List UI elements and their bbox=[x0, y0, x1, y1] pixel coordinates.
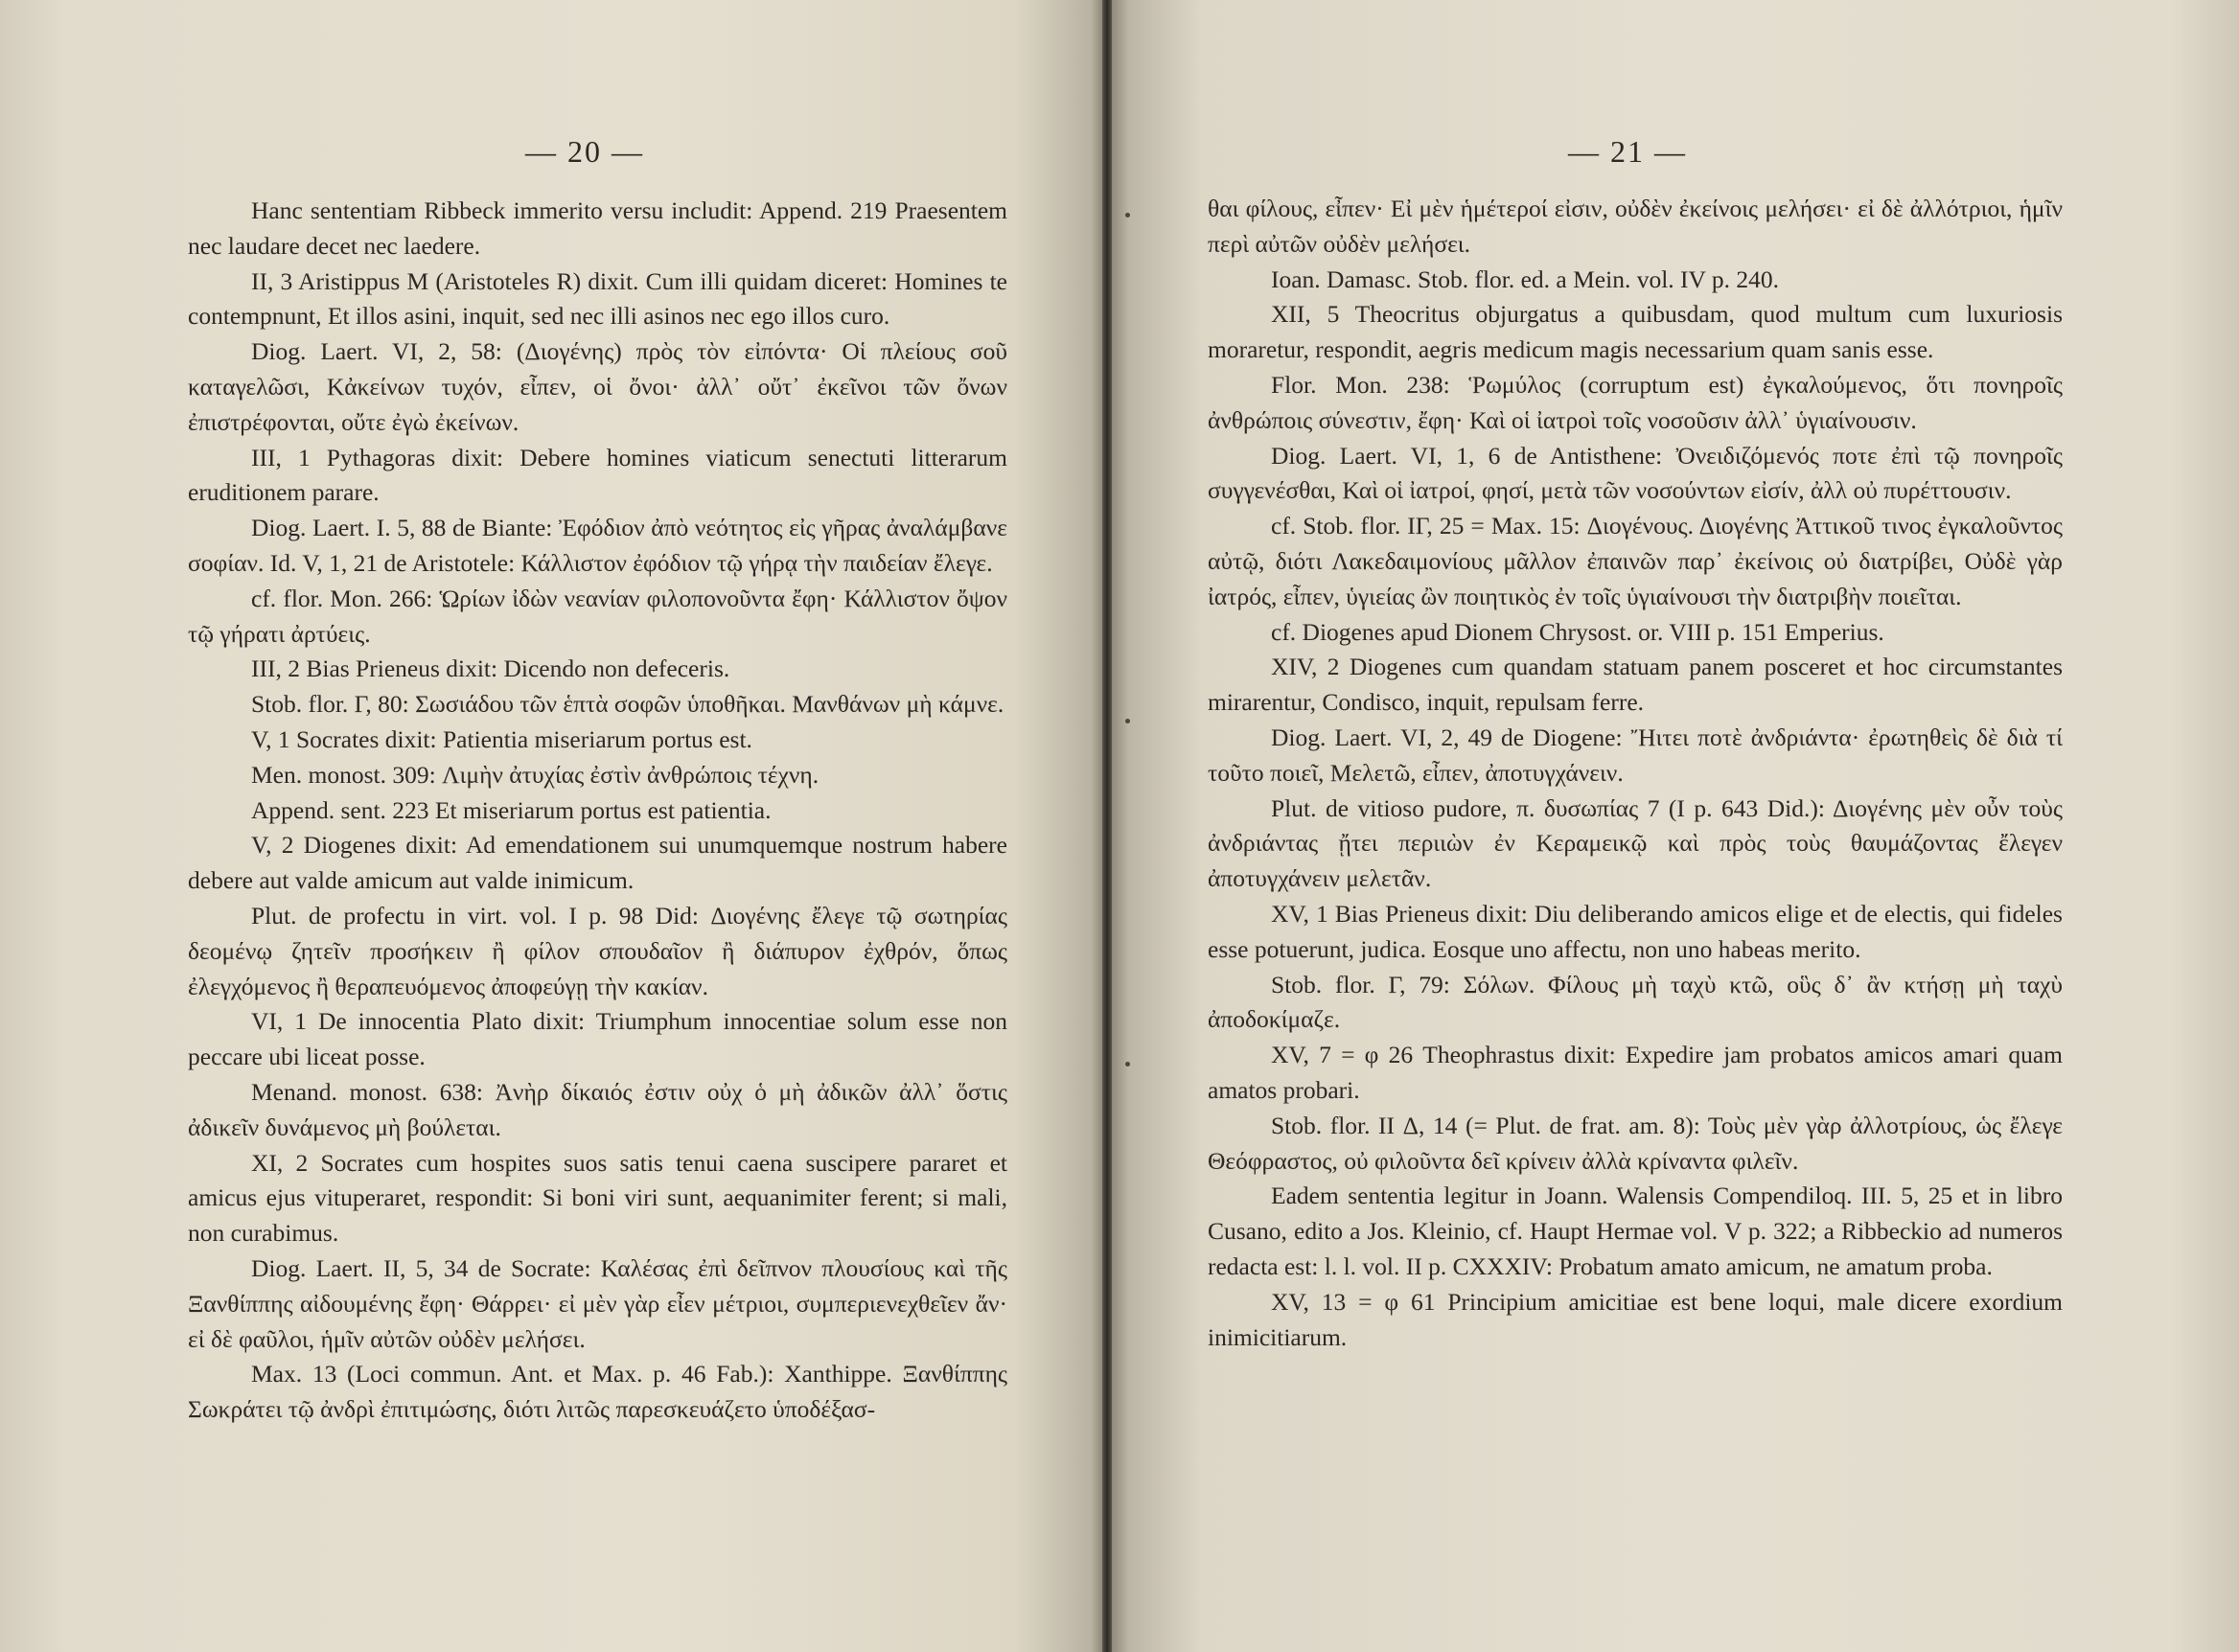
right-page-text bbox=[1208, 192, 2063, 1355]
paragraph: Diog. Laert. II, 5, 34 de Socrate: Καλέσας ἐπὶ δεῖπνον πλουσίους καὶ τῆς Ξανθίππης αἰδουμένης ἔφη· Θάρρει· εἰ μὲν γὰρ εἶεν μέτριοι, συμπεριενεχθεῖεν ἄν· εἰ δὲ φαῦλοι, ἡμῖν αὐτῶν οὐδὲν μελήσει. bbox=[188, 1253, 1007, 1353]
paragraph: III, 2 Bias Prieneus dixit: Dicendo non defeceris. bbox=[251, 654, 730, 683]
paragraph: Diog. Laert. VI, 2, 58: (Διογένης) πρὸς τὸν εἰπόντα· Οἱ πλείους σοῦ καταγελῶσι, Κἀκείνων τυχόν, εἶπεν, οἱ ὄνοι· ἀλλ᾽ οὔτ᾽ ἐκεῖνοι τῶν ὄνων ἐπιστρέφονται, οὔτε ἐγὼ ἐκείνων. bbox=[188, 337, 1007, 436]
paragraph: XV, 13 = φ 61 Principium amicitiae est bene loqui, male dicere exordium inimicitiarum. bbox=[1208, 1287, 2063, 1351]
left-page-text bbox=[188, 194, 1007, 1428]
paragraph: Diog. Laert. VI, 2, 49 de Diogene: Ἤιτει ποτὲ ἀνδριάντα· ἐρωτηθεὶς δὲ διὰ τί τοῦτο ποιεῖ, Μελετῶ, εἶπεν, ἀποτυγχάνειν. bbox=[1208, 723, 2063, 787]
right-page bbox=[1112, 0, 2239, 1652]
paragraph: Diog. Laert. I. 5, 88 de Biante: Ἐφόδιον ἀπὸ νεότητος εἰς γῆρας ἀναλάμβανε σοφίαν. Id. V, 1, 21 de Aristotele: Κάλλιστον ἐφόδιον τῷ γήρᾳ τὴν παιδείαν ἔλεγε. bbox=[188, 514, 1007, 577]
paragraph: V, 2 Diogenes dixit: Ad emendationem sui unumquemque nostrum habere debere aut valde amicum aut valde inimicum. bbox=[188, 831, 1007, 895]
paragraph: XV, 1 Bias Prieneus dixit: Diu deliberando amicos elige et de electis, qui fideles esse potuerunt, judica. Eosque uno affectu, non uno habeas merito. bbox=[1208, 899, 2063, 963]
paragraph: II, 3 Aristippus M (Aristoteles R) dixit. Cum illi quidam diceret: Homines te contempnunt, Et illos asini, inquit, sed nec illi asinos nec ego illos curo. bbox=[188, 266, 1007, 331]
paragraph: Plut. de profectu in virt. vol. I p. 98 Did: Διογένης ἔλεγε τῷ σωτηρίας δεομένῳ ζητεῖν προσήκειν ἢ φίλον σπουδαῖον ἢ διάπυρον ἐχθρόν, ὅπως ἐλεγχόμενος ἢ θεραπευόμενος ἀποφεύγῃ τὴν κακίαν. bbox=[188, 901, 1007, 1000]
margin-dot bbox=[1125, 1062, 1130, 1067]
paragraph: XII, 5 Theocritus objurgatus a quibusdam, quod multum cum luxuriosis moraretur, respondit, aegris medicum magis necessarium quam sanis esse. bbox=[1208, 300, 2063, 364]
paragraph: XI, 2 Socrates cum hospites suos satis tenui caena suscipere pararet et amicus ejus vituperaret, respondit: Si boni viri sunt, aequanimiter ferent; si mali, non curabimus. bbox=[188, 1148, 1007, 1248]
paragraph: XV, 7 = φ 26 Theophrastus dixit: Expedire jam probatos amicos amari quam amatos probari. bbox=[1208, 1041, 2063, 1104]
left-page bbox=[0, 0, 1102, 1652]
paragraph-continued: θαι φίλους, εἶπεν· Εἰ μὲν ἡμέτεροί εἰσιν, οὐδὲν ἐκείνοις μελήσει· εἰ δὲ ἀλλότριοι, ἡμῖν περὶ αὐτῶν οὐδὲν μελήσει. bbox=[1208, 195, 2063, 258]
paragraph: III, 1 Pythagoras dixit: Debere homines viaticum senectuti litterarum eruditionem parare. bbox=[188, 443, 1007, 507]
page-number: — 21 — bbox=[1568, 134, 1687, 169]
paragraph: Max. 13 (Loci commun. Ant. et Max. p. 46 Fab.): Xanthippe. Ξανθίππης Σωκράτει τῷ ἀνδρὶ ἐπιτιμώσης, διότι λιτῶς παρεσκευάζετο ὑποδέξασ- bbox=[188, 1360, 1007, 1424]
paragraph: V, 1 Socrates dixit: Patientia miseriarum portus est. bbox=[251, 724, 752, 753]
margin-dot bbox=[1125, 213, 1130, 218]
paragraph: Men. monost. 309: Λιμὴν ἀτυχίας ἐστὶν ἀνθρώποις τέχνη. bbox=[251, 760, 819, 789]
paragraph: cf. Stob. flor. IΓ, 25 = Max. 15: Διογένους. Διογένης Ἀττικοῦ τινος ἐγκαλοῦντος αὐτῷ, διότι Λακεδαιμονίους μᾶλλον ἐπαινῶν παρ᾽ ἐκείνοις οὐ διατρίβει, Οὐδὲ γὰρ ἰατρός, εἶπεν, ὑγιείας ὢν ποιητικὸς ἐν τοῖς ὑγιαίνουσι τὴν διατριβὴν ποιεῖται. bbox=[1208, 512, 2063, 610]
paragraph: Flor. Mon. 238: Ῥωμύλος (corruptum est) ἐγκαλούμενος, ὅτι πονηροῖς ἀνθρώποις σύνεστιν, ἔφη· Καὶ οἱ ἰατροὶ τοῖς νοσοῦσιν ἀλλ᾽ ὑγιαίνουσιν. bbox=[1208, 370, 2063, 434]
paragraph: Append. sent. 223 Et miseriarum portus est patientia. bbox=[251, 795, 772, 824]
book-gutter bbox=[1102, 0, 1112, 1652]
paragraph: Hanc sententiam Ribbeck immerito versu includit: Append. 219 Praesentem nec laudare decet nec laedere. bbox=[188, 196, 1007, 260]
paragraph: cf. flor. Mon. 266: Ὡρίων ἰδὼν νεανίαν φιλοπονοῦντα ἔφη· Κάλλιστον ὄψον τῷ γήρατι ἀρτύεις. bbox=[188, 584, 1007, 648]
paragraph: XIV, 2 Diogenes cum quandam statuam panem posceret et hoc circumstantes mirarentur, Condisco, inquit, repulsam ferre. bbox=[1208, 653, 2063, 717]
paragraph: Menand. monost. 638: Ἀνὴρ δίκαιός ἐστιν οὐχ ὁ μὴ ἀδικῶν ἀλλ᾽ ὅστις ἀδικεῖν δυνάμενος μὴ βούλεται. bbox=[188, 1077, 1007, 1141]
paragraph: Diog. Laert. VI, 1, 6 de Antisthene: Ὀνειδιζόμενός ποτε ἐπὶ τῷ πονηροῖς συγγενέσθαι, Καὶ οἱ ἰατροί, φησί, μετὰ τῶν νοσούντων εἰσίν, ἀλλ οὐ πυρέττουσιν. bbox=[1208, 441, 2063, 505]
paragraph: VI, 1 De innocentia Plato dixit: Triumphum innocentiae solum esse non peccare ubi liceat posse. bbox=[188, 1007, 1007, 1071]
paragraph: Eadem sententia legitur in Joann. Walensis Compendiloq. III. 5, 25 et in libro Cusano, edito a Jos. Kleinio, cf. Haupt Hermae vol. V p. 322; a Ribbeckio ad numeros redacta est: l. l. vol. II p. CXXXIV: Probatum amato amicum, ne amatum proba. bbox=[1208, 1182, 2063, 1280]
paragraph: Ioan. Damasc. Stob. flor. ed. a Mein. vol. IV p. 240. bbox=[1271, 264, 1779, 293]
paragraph: Stob. flor. Γ, 80: Σωσιάδου τῶν ἑπτὰ σοφῶν ὑποθῆκαι. Μανθάνων μὴ κάμνε. bbox=[251, 690, 1004, 719]
paragraph: Plut. de vitioso pudore, π. δυσωπίας 7 (I p. 643 Did.): Διογένης μὲν οὖν τοὺς ἀνδριάντας ᾔτει περιιὼν ἐν Κεραμεικῷ καὶ πρὸς τοὺς θαυμάζοντας ἔλεγεν ἀποτυγχάνειν μελετᾶν. bbox=[1208, 793, 2063, 893]
margin-dot bbox=[1125, 719, 1130, 723]
paragraph: Stob. flor. II Δ, 14 (= Plut. de frat. am. 8): Τοὺς μὲν γὰρ ἀλλοτρίους, ὡς ἔλεγε Θεόφραστος, οὐ φιλοῦντα δεῖ κρίνειν ἀλλὰ κρίναντα φιλεῖν. bbox=[1208, 1111, 2063, 1175]
paragraph: Stob. flor. Γ, 79: Σόλων. Φίλους μὴ ταχὺ κτῶ, οὓς δ᾽ ἂν κτήσῃ μὴ ταχὺ ἀποδοκίμαζε. bbox=[1208, 970, 2063, 1034]
page-number: — 20 — bbox=[525, 134, 644, 169]
paragraph: cf. Diogenes apud Dionem Chrysost. or. VIII p. 151 Emperius. bbox=[1271, 617, 1884, 646]
